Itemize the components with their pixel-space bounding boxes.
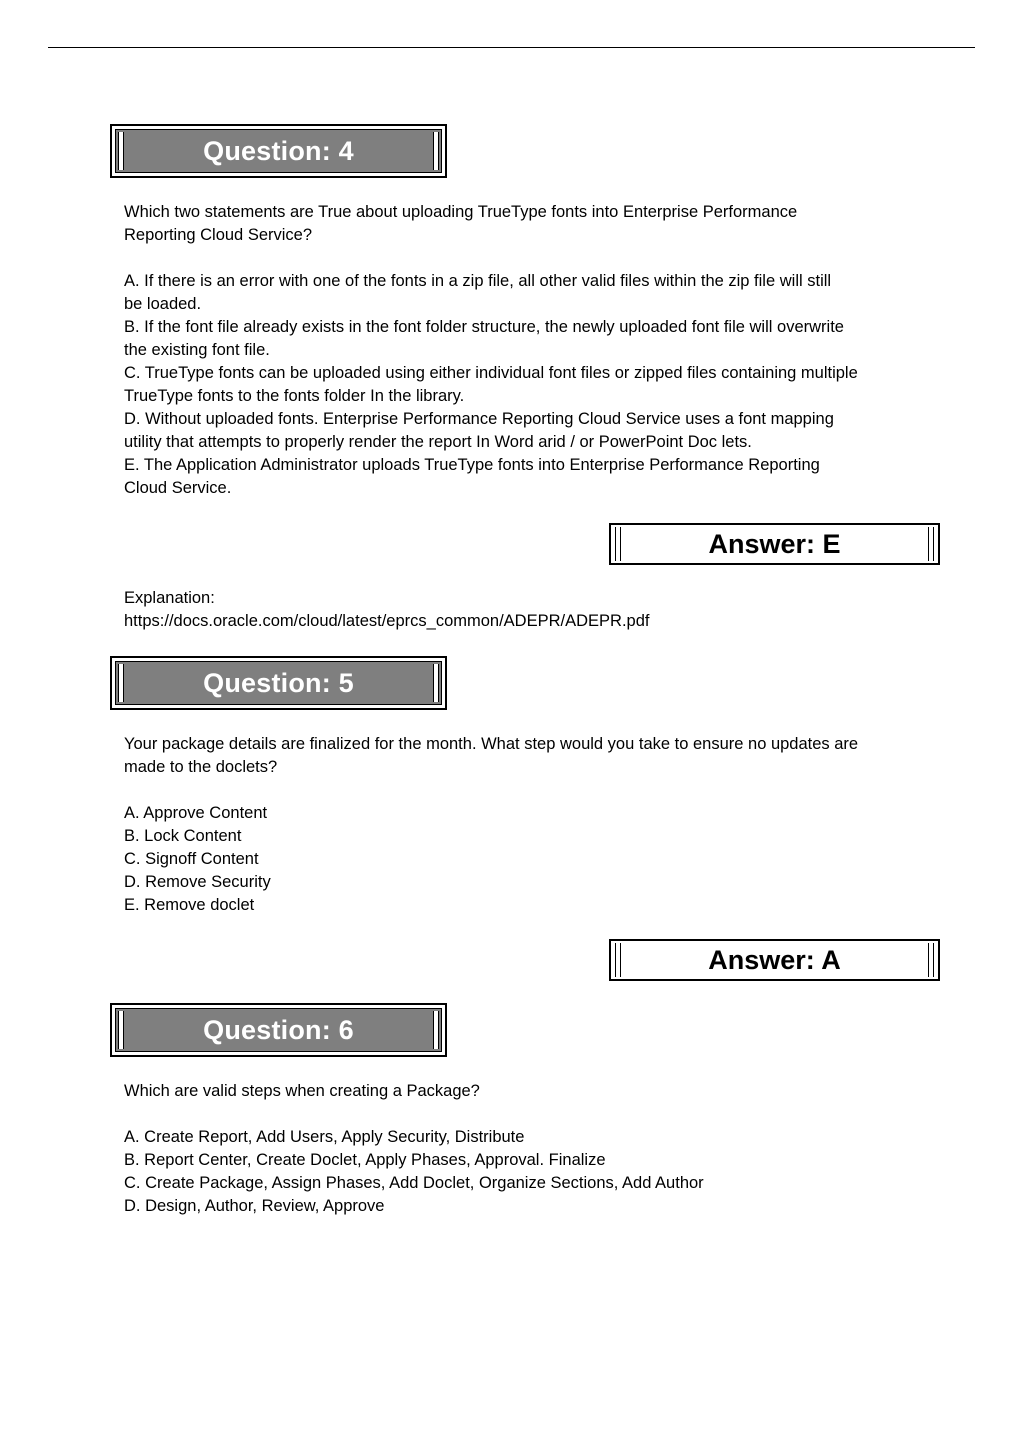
option-b: B. Report Center, Create Doclet, Apply Phases, Approval. Finalize [124, 1151, 606, 1169]
option-c: C. Create Package, Assign Phases, Add Doclet, Organize Sections, Add Author [124, 1174, 704, 1192]
question-6-title: Question: 6 [203, 1014, 354, 1045]
question-4-answer-box [609, 523, 940, 565]
question-6-options [124, 1126, 924, 1218]
option-e: E. The Application Administrator uploads TrueType fonts into Enterprise Performance Reporting [124, 456, 820, 474]
option-d: D. Without uploaded fonts. Enterprise Performance Reporting Cloud Service uses a font mapping [124, 410, 834, 428]
explanation-link[interactable]: https://docs.oracle.com/cloud/latest/eprcs_common/ADEPR/ADEPR.pdf [124, 612, 650, 630]
option-a: A. If there is an error with one of the fonts in a zip file, all other valid files within the zip file will still [124, 272, 832, 290]
option-a: A. Create Report, Add Users, Apply Security, Distribute [124, 1128, 525, 1146]
option-b: B. Lock Content [124, 827, 242, 845]
option-e: E. Remove doclet [124, 896, 255, 914]
question-6-stem: Which are valid steps when creating a Package? [124, 1082, 480, 1100]
option-d: D. Design, Author, Review, Approve [124, 1197, 385, 1215]
option-a: A. Approve Content [124, 804, 268, 822]
question-4-answer: Answer: E [708, 528, 841, 559]
question-5-options [124, 802, 924, 917]
explanation-label: Explanation: [124, 589, 215, 607]
question-5-answer-box [609, 939, 940, 981]
option-b: B. If the font file already exists in the font folder structure, the newly uploaded font file will overwrite [124, 318, 844, 336]
question-5-stem: Your package details are finalized for the month. What step would you take to ensure no updates are made to the doclets? [124, 735, 859, 776]
question-5-title: Question: 5 [203, 667, 354, 698]
option-d: D. Remove Security [124, 873, 271, 891]
question-4-title: Question: 4 [203, 135, 354, 166]
question-4-stem: Which two statements are True about uploading TrueType fonts into Enterprise Performance Reporting Cloud Service? [124, 203, 798, 244]
option-c: C. TrueType fonts can be uploaded using either individual font files or zipped files containing multiple [124, 364, 858, 382]
question-5-answer: Answer: A [708, 944, 841, 975]
question-4-options: A. If there is an error with one of the fonts in a zip file, all other valid files within the zip file will still be loaded. B. If the font file already exists in the font folder structure, the newly uploaded font file will overwrite the existing font file. C. TrueType fonts can be uploaded using either individual font files or zipped files containing multiple TrueType fonts to the fonts folder In the library. D. Without uploaded fonts. Enterprise Performance Reporting Cloud Service uses a font mapping utility that attempts to properly render the report In Word arid / or PowerPoint Doc lets. E. The Application Administrator uploads TrueType fonts into Enterprise Performance Reporting Cloud Service. [124, 270, 924, 500]
question-4-explanation [124, 587, 924, 633]
question-4-header [110, 124, 447, 178]
question-5-header [110, 656, 447, 710]
question-6-header [110, 1003, 447, 1057]
top-rule [48, 47, 975, 48]
option-c: C. Signoff Content [124, 850, 259, 868]
